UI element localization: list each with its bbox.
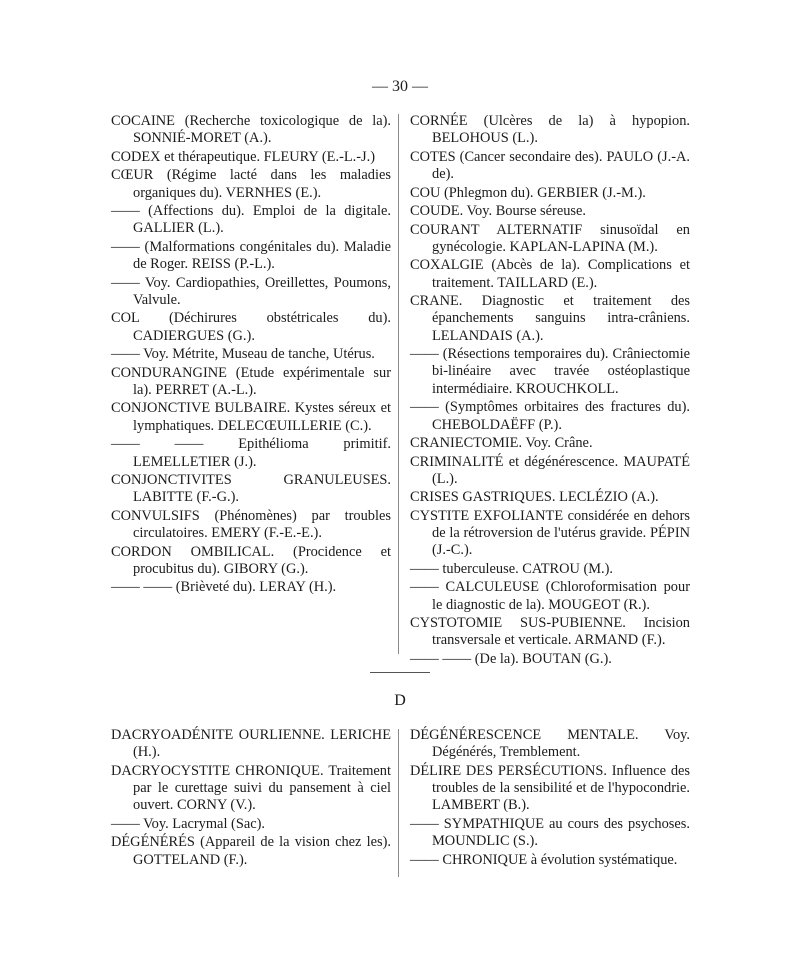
index-entry: DACRYOCYSTITE CHRONIQUE. Traitement par le curettage suivi du pansement à ciel ouvert. CORNY (V.). — [111, 762, 391, 814]
index-entry: —— CHRONIQUE à évolution systématique. — [410, 851, 678, 868]
index-entry: CORNÉE (Ulcères de la) à hypopion. BELOHOUS (L.). — [410, 113, 690, 147]
index-entry: DÉLIRE DES PERSÉCUTIONS. Influence des troubles de la sensibilité et de l'hypocondrie. LAMBERT (B.). — [410, 762, 690, 814]
index-column-bottom-left — [111, 727, 391, 870]
index-entry: —— (Affections du). Emploi de la digitale. GALLIER (L.). — [111, 203, 391, 237]
index-entry: COL (Déchirures obstétricales du). CADIERGUES (G.). — [111, 310, 391, 344]
index-entry: CRANE. Diagnostic et traitement des épanchements sanguins intra-crâniens. LELANDAIS (A.). — [410, 293, 690, 344]
index-entry: —— Voy. Métrite, Museau de tanche, Utérus. — [111, 346, 375, 363]
index-column-top-right — [410, 113, 690, 669]
index-entry: COXALGIE (Abcès de la). Complications et traitement. TAILLARD (E.). — [410, 257, 690, 291]
index-entry: CONJONCTIVE BULBAIRE. Kystes séreux et lymphatiques. DELECŒUILLERIE (C.). — [111, 400, 391, 434]
section-letter: D — [394, 692, 406, 709]
section-rule — [370, 672, 430, 673]
index-entry: —— —— (De la). BOUTAN (G.). — [410, 650, 612, 667]
index-entry: —— SYMPATHIQUE au cours des psychoses. MOUNDLIC (S.). — [410, 815, 690, 850]
column-divider — [398, 729, 399, 877]
index-column-top-left — [111, 113, 391, 598]
index-entry: CŒUR (Régime lacté dans les maladies organiques du). VERNHES (E.). — [111, 167, 391, 201]
index-entry: CONVULSIFS (Phénomènes) par troubles circulatoires. EMERY (F.-E.-E.). — [111, 507, 391, 542]
index-entry: DACRYOADÉNITE OURLIENNE. LERICHE (H.). — [111, 727, 391, 761]
column-divider — [398, 114, 399, 654]
index-entry: CRIMINALITÉ et dégénérescence. MAUPATÉ (L.). — [410, 453, 690, 487]
index-entry: COCAINE (Recherche toxicologique de la). SONNIÉ-MORET (A.). — [111, 113, 391, 147]
page-number: — 30 — — [372, 78, 428, 95]
index-entry: CRANIECTOMIE. Voy. Crâne. — [410, 435, 593, 452]
index-entry: —— Voy. Lacrymal (Sac). — [111, 815, 265, 832]
index-entry: —— CALCULEUSE (Chloroformisation pour le diagnostic de la). MOUGEOT (R.). — [410, 579, 690, 613]
index-entry: —— —— Epithélioma primitif. LEMELLETIER (J.). — [111, 436, 391, 470]
index-entry: —— (Malformations congénitales du). Maladie de Roger. REISS (P.-L.). — [111, 238, 391, 273]
index-entry: COUDE. Voy. Bourse séreuse. — [410, 203, 587, 220]
index-entry: —— (Résections temporaires du). Crâniectomie bi-linéaire avec travée ostéoplastique intermédiaire. KROUCHKOLL. — [410, 346, 690, 397]
index-entry: COURANT ALTERNATIF sinusoïdal en gynécologie. KAPLAN-LAPINA (M.). — [410, 221, 690, 255]
index-entry: CONJONCTIVITES GRANULEUSES. LABITTE (F.-G.). — [111, 472, 391, 506]
index-entry: —— Voy. Cardiopathies, Oreillettes, Poumons, Valvule. — [111, 274, 391, 308]
index-entry: COU (Phlegmon du). GERBIER (J.-M.). — [410, 184, 646, 201]
index-entry: —— tuberculeuse. CATROU (M.). — [410, 560, 614, 577]
index-entry: CODEX et thérapeutique. FLEURY (E.-L.-J.) — [111, 148, 376, 165]
index-entry: —— —— (Brièveté du). LERAY (H.). — [111, 579, 337, 596]
index-entry: DÉGÉNÉRÉS (Appareil de la vision chez les). GOTTELAND (F.). — [111, 834, 391, 868]
index-entry: CORDON OMBILICAL. (Procidence et procubitus du). GIBORY (G.). — [111, 543, 391, 577]
index-entry: CYSTITE EXFOLIANTE considérée en dehors de la rétroversion de l'utérus gravide. PÉPIN (J.-C.). — [410, 507, 690, 559]
index-entry: COTES (Cancer secondaire des). PAULO (J.-A. de). — [410, 148, 690, 183]
index-entry: DÉGÉNÉRESCENCE MENTALE. Voy. Dégénérés, Tremblement. — [410, 727, 690, 761]
index-column-bottom-right — [410, 727, 690, 870]
index-entry: —— (Symptômes orbitaires des fractures du). CHEBOLDAËFF (P.). — [410, 399, 690, 433]
index-entry: CRISES GASTRIQUES. LECLÉZIO (A.). — [410, 489, 659, 506]
index-entry: CONDURANGINE (Etude expérimentale sur la). PERRET (A.-L.). — [111, 364, 391, 398]
index-entry: CYSTOTOMIE SUS-PUBIENNE. Incision transversale et verticale. ARMAND (F.). — [410, 615, 690, 649]
